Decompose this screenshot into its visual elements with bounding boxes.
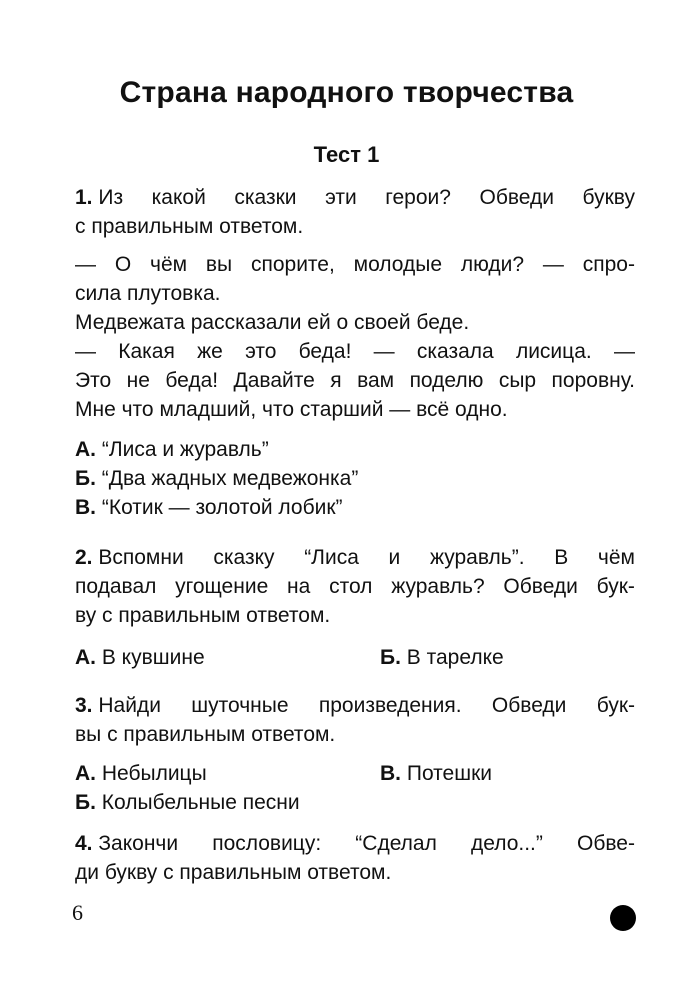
question-2-line-3: ву с правильным ответом. bbox=[75, 604, 331, 627]
question-2-number: 2. bbox=[75, 546, 93, 569]
question-1 bbox=[75, 183, 635, 241]
passage-line: — О чём вы спорите, молодые люди? — спро- bbox=[75, 253, 635, 276]
question-2 bbox=[75, 543, 635, 630]
question-1-line-2: с правильным ответом. bbox=[75, 215, 304, 238]
page-number: 6 bbox=[72, 900, 83, 925]
question-2-line-1: 2. Вспомни сказку “Лиса и журавль”. В чём bbox=[75, 546, 635, 569]
question-4-line-1: 4. Закончи пословицу: “Сделал дело...” Обве- bbox=[75, 832, 635, 855]
passage-line: Это не беда! Давайте я вам поделю сыр поровну. bbox=[75, 369, 635, 392]
question-1-line-1: 1. Из какой сказки эти герои? Обведи букву bbox=[75, 186, 635, 209]
question-2-line-2: подавал угощение на стол журавль? Обведи бук- bbox=[75, 575, 635, 598]
test-title: Тест 1 bbox=[313, 142, 380, 167]
page-title: Страна народного творчества bbox=[119, 76, 574, 109]
question-1-number: 1. bbox=[75, 186, 93, 209]
option-a[interactable]: А. “Лиса и журавль” bbox=[75, 438, 269, 461]
bullet-dot-icon bbox=[610, 905, 636, 931]
question-1-passage bbox=[75, 250, 635, 424]
option-b[interactable]: Б. В тарелке bbox=[380, 646, 504, 669]
passage-line: сила плутовка. bbox=[75, 282, 221, 305]
question-3-line-1: 3. Найди шуточные произведения. Обведи бук- bbox=[75, 694, 635, 717]
question-4 bbox=[75, 829, 635, 887]
passage-line: Медвежата рассказали ей о своей беде. bbox=[75, 311, 470, 334]
option-b[interactable]: Б. “Два жадных медвежонка” bbox=[75, 467, 359, 490]
passage-line: Мне что младший, что старший — всё одно. bbox=[75, 398, 508, 421]
question-3-number: 3. bbox=[75, 694, 93, 717]
question-1-options bbox=[75, 435, 635, 522]
option-b[interactable]: Б. Колыбельные песни bbox=[75, 791, 300, 814]
question-4-number: 4. bbox=[75, 832, 93, 855]
option-v[interactable]: В. “Котик — золотой лобик” bbox=[75, 496, 343, 519]
option-v[interactable]: В. Потешки bbox=[380, 762, 492, 785]
question-3-line-2: вы с правильным ответом. bbox=[75, 723, 336, 746]
question-3 bbox=[75, 691, 635, 749]
passage-line: — Какая же это беда! — сказала лисица. — bbox=[75, 340, 635, 363]
option-a[interactable]: А. Небылицы bbox=[75, 762, 207, 785]
question-4-line-2: ди букву с правильным ответом. bbox=[75, 861, 392, 884]
option-a[interactable]: А. В кувшине bbox=[75, 646, 205, 669]
